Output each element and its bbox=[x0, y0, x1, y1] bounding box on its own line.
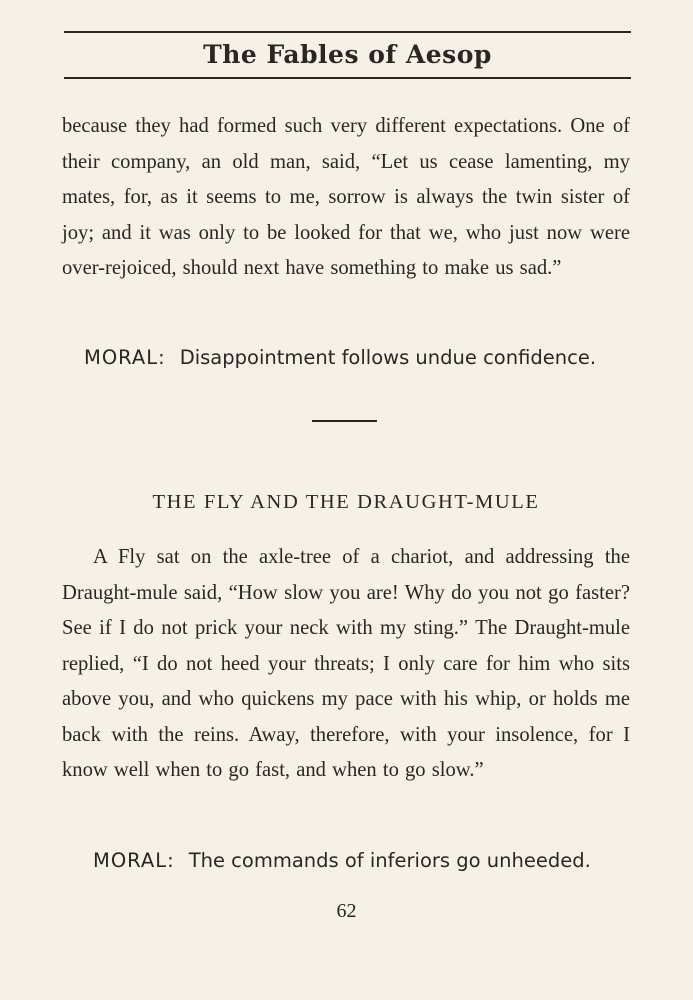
moral-label: MORAL: bbox=[93, 849, 175, 872]
fable-title: THE FLY AND THE DRAUGHT-MULE bbox=[152, 491, 540, 513]
continued-fable-paragraph: because they had formed such very different expectations. One of their company, an old man, said, “Let us cease lamenting, my mates, for, as it seems to me, sorrow is always the twin sister of joy; and it was only to be looked for that we, who just now were over-rejoiced, should next have something to make us sad.” bbox=[62, 115, 630, 279]
section-divider bbox=[312, 420, 377, 422]
moral-text: Disappointment follows undue confidence. bbox=[179, 346, 597, 369]
moral-label: MORAL: bbox=[84, 346, 166, 369]
page-number: 62 bbox=[336, 900, 357, 922]
moral-line bbox=[93, 847, 591, 875]
moral-text: The commands of inferiors go unheeded. bbox=[188, 849, 591, 872]
header-bottom-rule bbox=[64, 77, 631, 79]
moral-line bbox=[84, 344, 596, 372]
fable-paragraph: A Fly sat on the axle-tree of a chariot, and addressing the Draught-mule said, “How slow you are! Why do you not go faster? See if I do not prick your neck with my sting.” The Draught-mule replied, “I do not heed your threats; I only care for him who sits above you, and who quickens my pace with his whip, or holds me back with the reins. Away, therefore, with your insolence, for I know well when to go fast, and when to go slow.” bbox=[62, 546, 630, 781]
running-head: The Fables of Aesop bbox=[203, 40, 492, 69]
header-top-rule bbox=[64, 31, 631, 33]
